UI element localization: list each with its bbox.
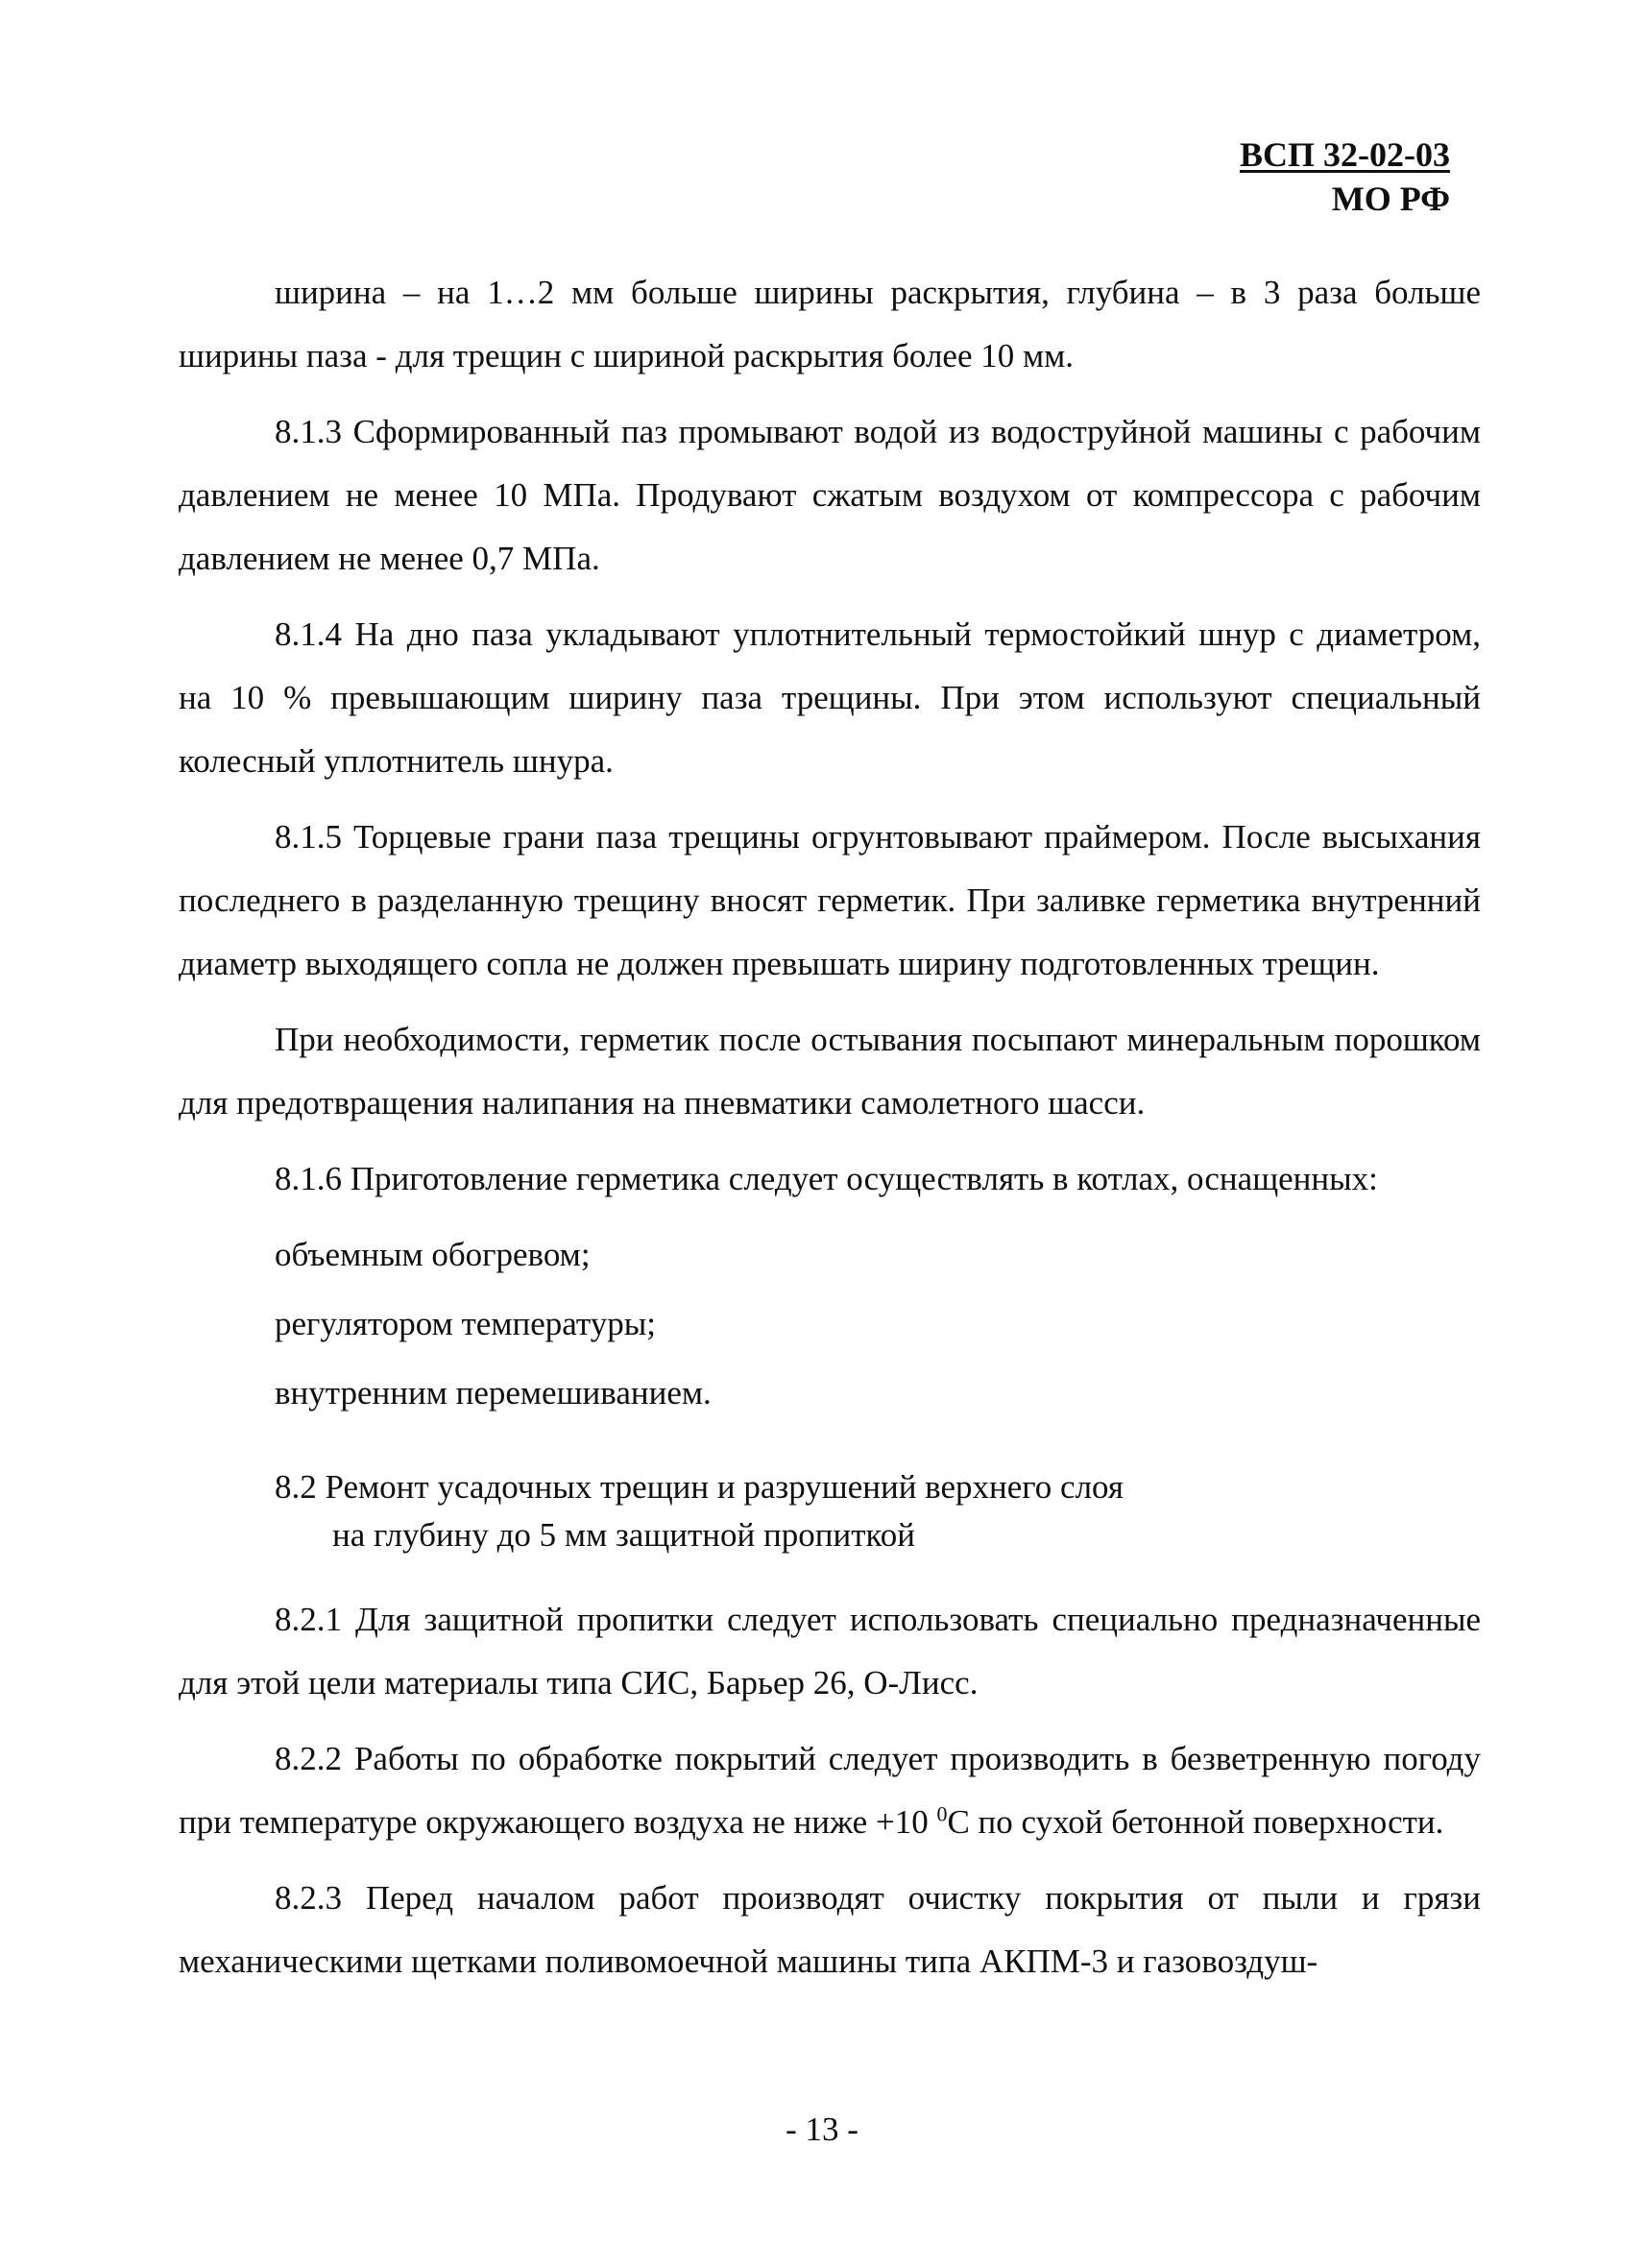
- paragraph-8-2-2-part-2: С по сухой бетонной поверхности.: [947, 1803, 1444, 1841]
- kettle-equipment-list: [179, 1223, 1481, 1425]
- paragraph-mineral-powder: При необходимости, герметик после остывания посыпают минеральным порошком для предотвращения налипания на пневматики самолетного шасси.: [179, 1021, 1481, 1122]
- document-body: [179, 261, 1481, 2006]
- section-heading-line-2: на глубину до 5 мм защитной пропиткой: [332, 1516, 915, 1554]
- list-item: регулятором температуры;: [275, 1305, 656, 1342]
- paragraph-8-1-4: 8.1.4 На дно паза укладывают уплотнительный термостойкий шнур с диаметром, на 10 % превышающим ширину паза трещины. При этом используют специальный колесный уплотнитель шнура.: [179, 615, 1481, 780]
- document-code: ВСП 32-02-03: [1240, 135, 1450, 174]
- section-heading-line-1: 8.2 Ремонт усадочных трещин и разрушений верхнего слоя: [275, 1468, 1124, 1506]
- paragraph-8-1-5: 8.1.5 Торцевые грани паза трещины огрунтовывают праймером. После высыхания последнего в разделанную трещину вносят герметик. При заливке герметика внутренний диаметр выходящего сопла не должен превышать ширину подготовленных трещин.: [179, 818, 1481, 982]
- paragraph-8-2-3: 8.2.3 Перед началом работ производят очистку покрытия от пыли и грязи механическими щетками поливомоечной машины типа АКПМ-3 и газовоздуш-: [179, 1879, 1481, 1980]
- paragraph-8-2-2-part-1: 8.2.2 Работы по обработке покрытий следует производить в безветренную погоду при температуре окружающего воздуха не ниже +10: [179, 1740, 1481, 1841]
- paragraph-width-continuation: ширина – на 1…2 мм больше ширины раскрытия, глубина – в 3 раза больше ширины паза - для трещин с шириной раскрытия более 10 мм.: [179, 274, 1481, 374]
- paragraph-8-1-3: 8.1.3 Сформированный паз промывают водой из водоструйной машины с рабочим давлением не менее 10 МПа. Продувают сжатым воздухом от компрессора с рабочим давлением не менее 0,7 МПа.: [179, 413, 1481, 577]
- section-heading-8-2: [275, 1463, 1481, 1559]
- list-item: внутренним перемешиванием.: [275, 1374, 712, 1411]
- paragraph-8-2-1: 8.2.1 Для защитной пропитки следует использовать специально предназначенные для этой цели материалы типа СИС, Барьер 26, О-Лисс.: [179, 1601, 1481, 1701]
- degree-superscript: 0: [936, 1801, 948, 1826]
- paragraph-8-2-2: [179, 1727, 1481, 1854]
- document-header: [1240, 133, 1450, 221]
- paragraph-8-1-6: 8.1.6 Приготовление герметика следует осуществлять в котлах, оснащенных:: [275, 1160, 1378, 1197]
- document-organization: МО РФ: [1331, 180, 1450, 218]
- page-number: - 13 -: [786, 2111, 858, 2148]
- list-item: объемным обогревом;: [275, 1236, 591, 1273]
